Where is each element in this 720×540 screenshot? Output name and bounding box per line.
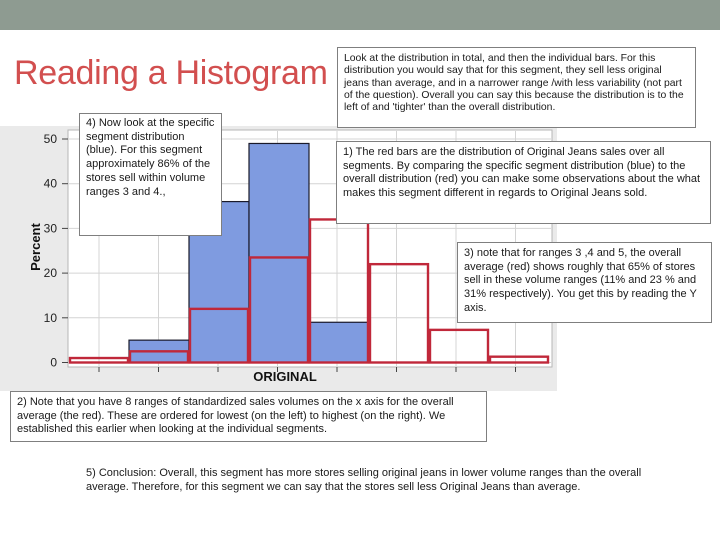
note-2-x-axis-ranges: 2) Note that you have 8 ranges of standardized sales volumes on the x axis for the overall average (the red). These are ordered for lowest (on the left) to highest (on the right). We established this earlier when looking at the individual segments. [10, 391, 487, 442]
blue-bar [249, 143, 309, 362]
note-3-overall-ranges: 3) note that for ranges 3 ,4 and 5, the overall average (red) shows roughly that 65% of stores sell in these volume ranges (11% and 23 % and 31% respectively). You get this by reading the Y axis. [457, 242, 712, 323]
y-tick-label: 30 [43, 221, 57, 236]
x-axis-label: ORIGINAL [253, 369, 317, 384]
y-tick-label: 40 [43, 176, 57, 191]
y-tick-label: 50 [43, 132, 57, 146]
y-tick-label: 10 [43, 310, 57, 325]
y-tick-label: 0 [50, 355, 57, 370]
slide-title: Reading a Histogram [14, 54, 328, 92]
note-5-conclusion: 5) Conclusion: Overall, this segment has more stores selling original jeans in lower volume ranges than the overall average. Therefore, for this segment we can say that the stores sell less Original Jeans than average. [86, 467, 642, 493]
blue-bar [309, 322, 369, 362]
note-4-segment-distribution: 4) Now look at the specific segment distribution (blue). For this segment approximately 86% of the stores sell within volume ranges 3 and 4., [79, 113, 222, 236]
y-axis-label: Percent [28, 223, 43, 271]
note-1-red-bars: 1) The red bars are the distribution of Original Jeans sales over all segments. By comparing the specific segment distribution (blue) to the overall distribution (red) you can make some observations about the what makes this segment different in regards to Original Jeans sold. [336, 141, 711, 224]
y-tick-label: 20 [43, 266, 57, 281]
distribution-overview-note: Look at the distribution in total, and then the individual bars. For this distribution you would say that for this segment, they sell less original jeans than average, and in a narrower range /with less variability (not part of the question). Overall you can say this because the distribution is to the left of and 'tighter' than the overall distribution. [337, 47, 696, 128]
